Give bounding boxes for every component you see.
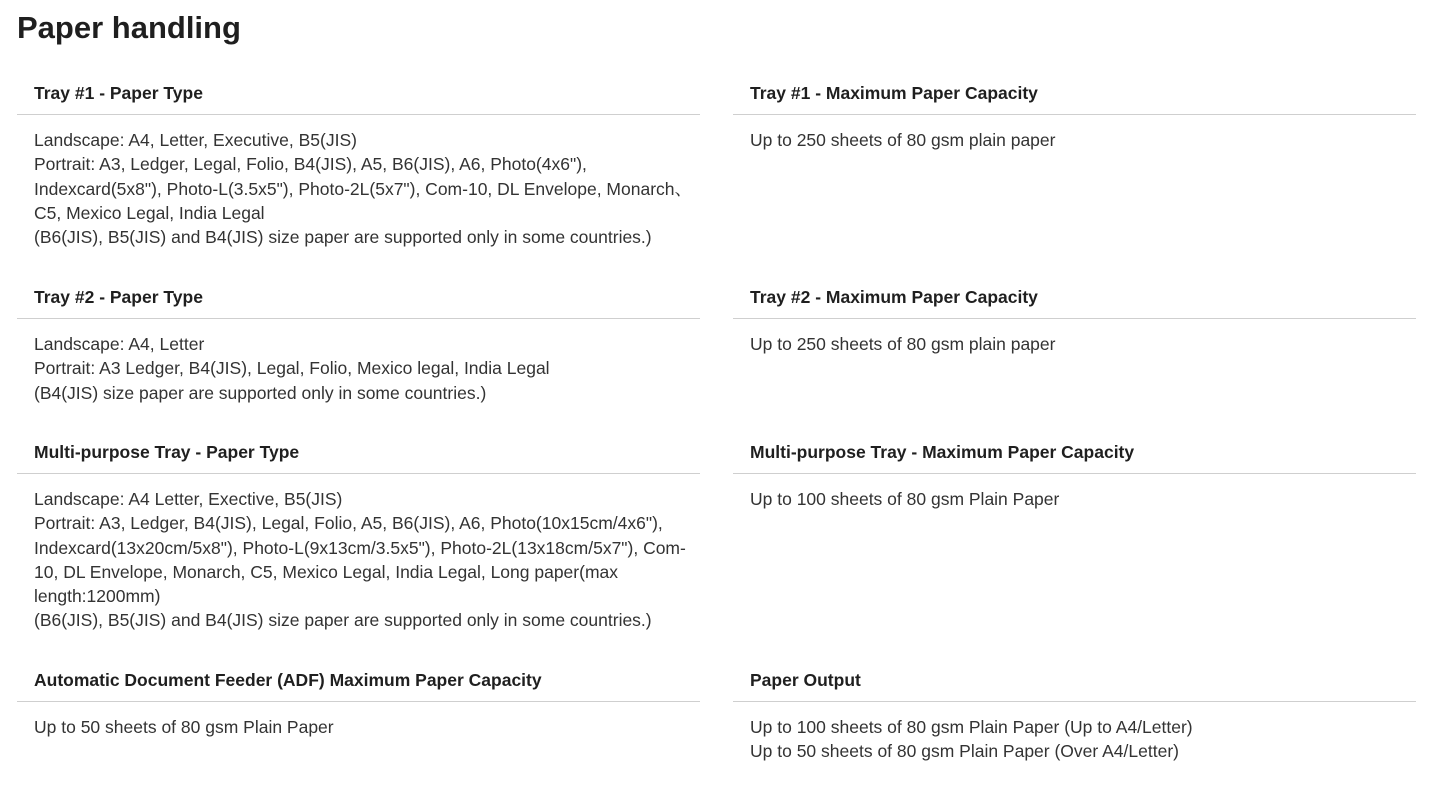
spec-label: Tray #1 - Maximum Paper Capacity [733,63,1416,115]
spec-label: Multi-purpose Tray - Maximum Paper Capacity [733,422,1416,474]
spec-value [17,474,700,633]
spec-value-line: Up to 250 sheets of 80 gsm plain paper [750,334,1056,354]
spec-label: Automatic Document Feeder (ADF) Maximum Paper Capacity [17,650,700,702]
page-title: Paper handling [17,10,241,45]
spec-label: Paper Output [733,650,1416,702]
spec-value [733,702,1416,764]
spec-value [17,702,700,739]
spec-value-line: (B6(JIS), B5(JIS) and B4(JIS) size paper are supported only in some countries.) [34,610,652,631]
spec-value-line: Landscape: A4, Letter [34,334,205,354]
spec-value [17,115,700,249]
spec-value-line: Portrait: A3, Ledger, B4(JIS), Legal, Folio, A5, B6(JIS), A6, Photo(10x15cm/4x6"), [34,513,663,534]
spec-value-line: Up to 50 sheets of 80 gsm Plain Paper [34,717,334,737]
spec-value-line: (B4(JIS) size paper are supported only in some countries.) [34,382,487,403]
spec-value-line: Indexcard(5x8"), Photo-L(3.5x5"), Photo-2L(5x7"), Com-10, DL Envelope, Monarch、 [34,178,693,199]
spec-value-line: Indexcard(13x20cm/5x8"), Photo-L(9x13cm/3.5x5"), Photo-2L(13x18cm/5x7"), Com- [34,537,686,558]
spec-value-line: Landscape: A4, Letter, Executive, B5(JIS) [34,130,357,150]
spec-value-line: Up to 250 sheets of 80 gsm plain paper [750,130,1056,150]
spec-paper-output [733,650,1416,764]
spec-value-line: Portrait: A3 Ledger, B4(JIS), Legal, Folio, Mexico legal, India Legal [34,358,550,379]
spec-value-line: Up to 50 sheets of 80 gsm Plain Paper (Over A4/Letter) [750,741,1179,762]
spec-value-line: length:1200mm) [34,586,161,607]
spec-adf-capacity [17,650,700,739]
spec-value-line: C5, Mexico Legal, India Legal [34,202,265,223]
spec-tray2-paper-type [17,267,700,405]
spec-value [17,319,700,405]
spec-value-line: 10, DL Envelope, Monarch, C5, Mexico Legal, India Legal, Long paper(max [34,561,619,582]
spec-value-line: Up to 100 sheets of 80 gsm Plain Paper [750,489,1060,509]
spec-tray1-paper-type [17,63,700,249]
spec-tray1-capacity [733,63,1416,152]
spec-label: Tray #2 - Paper Type [17,267,700,319]
spec-value-line: Portrait: A3, Ledger, Legal, Folio, B4(JIS), A5, B6(JIS), A6, Photo(4x6"), [34,154,587,175]
spec-mp-tray-paper-type [17,422,700,633]
spec-mp-tray-capacity [733,422,1416,511]
spec-label: Multi-purpose Tray - Paper Type [17,422,700,474]
spec-value-line: Up to 100 sheets of 80 gsm Plain Paper (Up to A4/Letter) [750,717,1193,737]
spec-value-line: (B6(JIS), B5(JIS) and B4(JIS) size paper are supported only in some countries.) [34,227,652,248]
spec-value [733,115,1416,152]
spec-value [733,319,1416,356]
spec-label: Tray #1 - Paper Type [17,63,700,115]
spec-value [733,474,1416,511]
spec-tray2-capacity [733,267,1416,356]
spec-value-line: Landscape: A4 Letter, Exective, B5(JIS) [34,489,343,509]
spec-label: Tray #2 - Maximum Paper Capacity [733,267,1416,319]
